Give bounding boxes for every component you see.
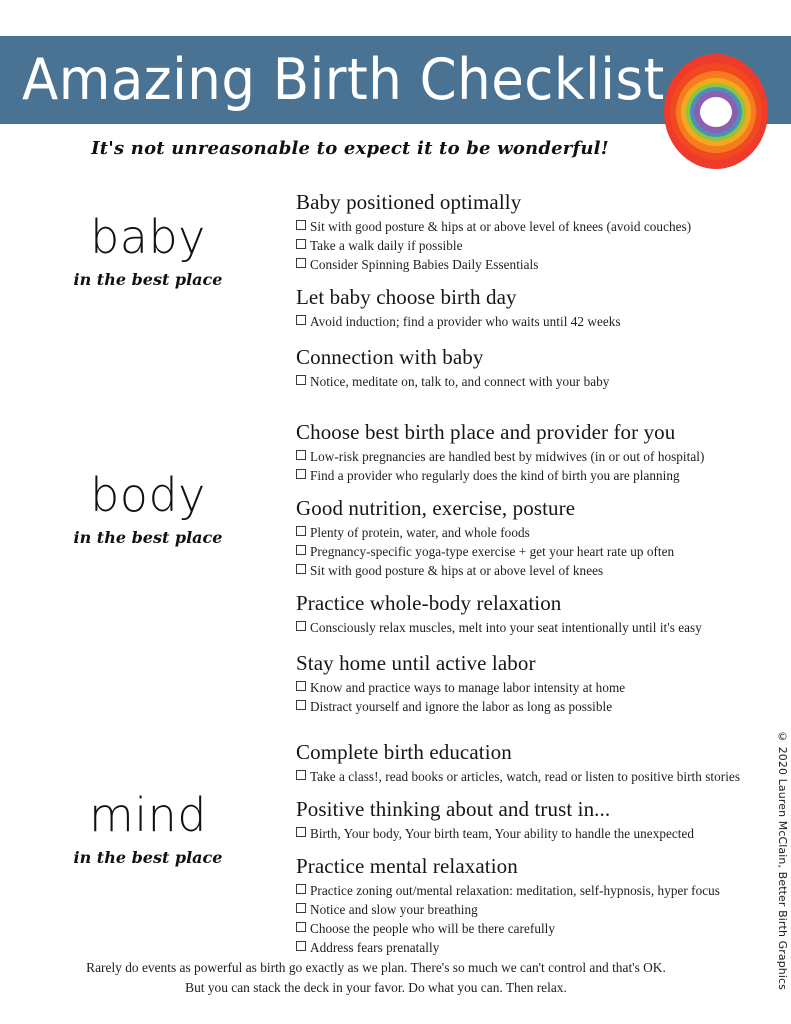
checklist-item[interactable] xyxy=(296,900,745,919)
checklist-group xyxy=(296,283,745,331)
checklist-item[interactable] xyxy=(296,217,745,236)
checklist-item[interactable] xyxy=(296,523,745,542)
checklist-item-label: Distract yourself and ignore the labor as long as possible xyxy=(310,699,613,714)
page-title: Amazing Birth Checklist xyxy=(22,47,665,113)
checklist-item[interactable] xyxy=(296,881,745,900)
checklist-item-label: Low-risk pregnancies are handled best by midwives (in or out of hospital) xyxy=(310,449,705,464)
group-title: Stay home until active labor xyxy=(296,651,536,675)
section-baby xyxy=(0,188,745,393)
checklist-item[interactable] xyxy=(296,255,745,274)
spacer xyxy=(296,845,745,852)
checklist-item-label: Avoid induction; find a provider who waits until 42 weeks xyxy=(310,314,621,329)
logo-ring-center xyxy=(700,97,732,127)
group-title: Positive thinking about and trust in... xyxy=(296,797,611,821)
checkbox-icon[interactable] xyxy=(296,526,306,536)
group-title: Connection with baby xyxy=(296,345,484,369)
rainbow-circle-logo xyxy=(664,54,768,169)
section-content-body xyxy=(296,418,745,718)
footer-line-2: But you can stack the deck in your favor. Do what you can. Then relax. xyxy=(185,980,567,995)
checklist-group xyxy=(296,188,745,274)
checkbox-icon[interactable] xyxy=(296,941,306,951)
spacer xyxy=(296,582,745,589)
checklist-item[interactable] xyxy=(296,919,745,938)
section-label-baby xyxy=(0,188,296,292)
checkbox-icon[interactable] xyxy=(296,375,306,385)
checklist-item[interactable] xyxy=(296,447,745,466)
section-content-baby xyxy=(296,188,745,393)
checklist-item[interactable] xyxy=(296,236,745,255)
checklist-item-label: Pregnancy-specific yoga-type exercise + get your heart rate up often xyxy=(310,544,675,559)
section-subtitle: in the best place xyxy=(73,848,223,867)
checklist-item-label: Consider Spinning Babies Daily Essentials xyxy=(310,257,539,272)
checkbox-icon[interactable] xyxy=(296,315,306,325)
group-title: Good nutrition, exercise, posture xyxy=(296,496,576,520)
spacer xyxy=(296,276,745,283)
footer-note xyxy=(0,958,752,998)
checkbox-icon[interactable] xyxy=(296,239,306,249)
spacer xyxy=(296,333,745,343)
group-title: Practice mental relaxation xyxy=(296,854,518,878)
checklist-item[interactable] xyxy=(296,618,745,637)
checklist-item[interactable] xyxy=(296,767,745,786)
checklist-item[interactable] xyxy=(296,678,745,697)
section-content-mind xyxy=(296,738,745,959)
section-subtitle: in the best place xyxy=(73,270,223,289)
checkbox-icon[interactable] xyxy=(296,903,306,913)
tagline: It's not unreasonable to expect it to be wonderful! xyxy=(91,138,609,159)
checkbox-icon[interactable] xyxy=(296,564,306,574)
checkbox-icon[interactable] xyxy=(296,700,306,710)
group-title: Choose best birth place and provider for you xyxy=(296,420,676,444)
spacer xyxy=(296,788,745,795)
checklist-group xyxy=(296,589,745,637)
checklist-item-label: Notice and slow your breathing xyxy=(310,902,478,917)
group-title: Practice whole-body relaxation xyxy=(296,591,562,615)
checklist-item-label: Sit with good posture & hips at or above level of knees (avoid couches) xyxy=(310,219,692,234)
checklist-item[interactable] xyxy=(296,312,745,331)
section-word: mind xyxy=(89,788,207,842)
checklist-item-label: Take a class!, read books or articles, watch, read or listen to positive birth stories xyxy=(310,769,741,784)
spacer xyxy=(296,639,745,649)
group-title: Let baby choose birth day xyxy=(296,285,517,309)
checklist-group xyxy=(296,343,745,391)
section-label-mind xyxy=(0,738,296,870)
checklist-item[interactable] xyxy=(296,824,745,843)
checklist-group xyxy=(296,418,745,485)
checklist-item[interactable] xyxy=(296,542,745,561)
checkbox-icon[interactable] xyxy=(296,258,306,268)
checklist-item-label: Know and practice ways to manage labor intensity at home xyxy=(310,680,626,695)
checklist-item[interactable] xyxy=(296,372,745,391)
checkbox-icon[interactable] xyxy=(296,827,306,837)
checklist-item-label: Practice zoning out/mental relaxation: meditation, self-hypnosis, hyper focus xyxy=(310,883,720,898)
checklist-item-label: Find a provider who regularly does the kind of birth you are planning xyxy=(310,468,680,483)
checkbox-icon[interactable] xyxy=(296,469,306,479)
checkbox-icon[interactable] xyxy=(296,681,306,691)
checklist-item[interactable] xyxy=(296,466,745,485)
checklist-group xyxy=(296,494,745,580)
section-subtitle: in the best place xyxy=(73,528,223,547)
section-label-body xyxy=(0,418,296,550)
checklist-group xyxy=(296,852,745,957)
checkbox-icon[interactable] xyxy=(296,220,306,230)
copyright-notice: © 2020 Lauren McClain, Better Birth Graphics xyxy=(776,730,789,990)
checklist-item-label: Take a walk daily if possible xyxy=(310,238,463,253)
section-word: baby xyxy=(90,210,206,264)
checklist-item-label: Address fears prenatally xyxy=(310,940,440,955)
checklist-item[interactable] xyxy=(296,697,745,716)
section-word: body xyxy=(90,468,206,522)
checkbox-icon[interactable] xyxy=(296,770,306,780)
checklist-group xyxy=(296,738,745,786)
group-title: Complete birth education xyxy=(296,740,512,764)
group-title: Baby positioned optimally xyxy=(296,190,522,214)
checklist-item[interactable] xyxy=(296,561,745,580)
checklist-item-label: Consciously relax muscles, melt into your seat intentionally until it's easy xyxy=(310,620,702,635)
section-mind xyxy=(0,738,745,959)
checkbox-icon[interactable] xyxy=(296,450,306,460)
checkbox-icon[interactable] xyxy=(296,545,306,555)
checkbox-icon[interactable] xyxy=(296,884,306,894)
footer-line-1: Rarely do events as powerful as birth go exactly as we plan. There's so much we can't control and that's OK. xyxy=(86,960,666,975)
checkbox-icon[interactable] xyxy=(296,621,306,631)
checklist-item-label: Choose the people who will be there carefully xyxy=(310,921,556,936)
checklist-item[interactable] xyxy=(296,938,745,957)
checklist-item-label: Sit with good posture & hips at or above level of knees xyxy=(310,563,604,578)
checklist-group xyxy=(296,795,745,843)
checklist-item-label: Birth, Your body, Your birth team, Your ability to handle the unexpected xyxy=(310,826,695,841)
checklist-item-label: Plenty of protein, water, and whole foods xyxy=(310,525,530,540)
checklist-group xyxy=(296,649,745,716)
checkbox-icon[interactable] xyxy=(296,922,306,932)
checklist-item-label: Notice, meditate on, talk to, and connect with your baby xyxy=(310,374,610,389)
section-body xyxy=(0,418,745,718)
spacer xyxy=(296,487,745,494)
